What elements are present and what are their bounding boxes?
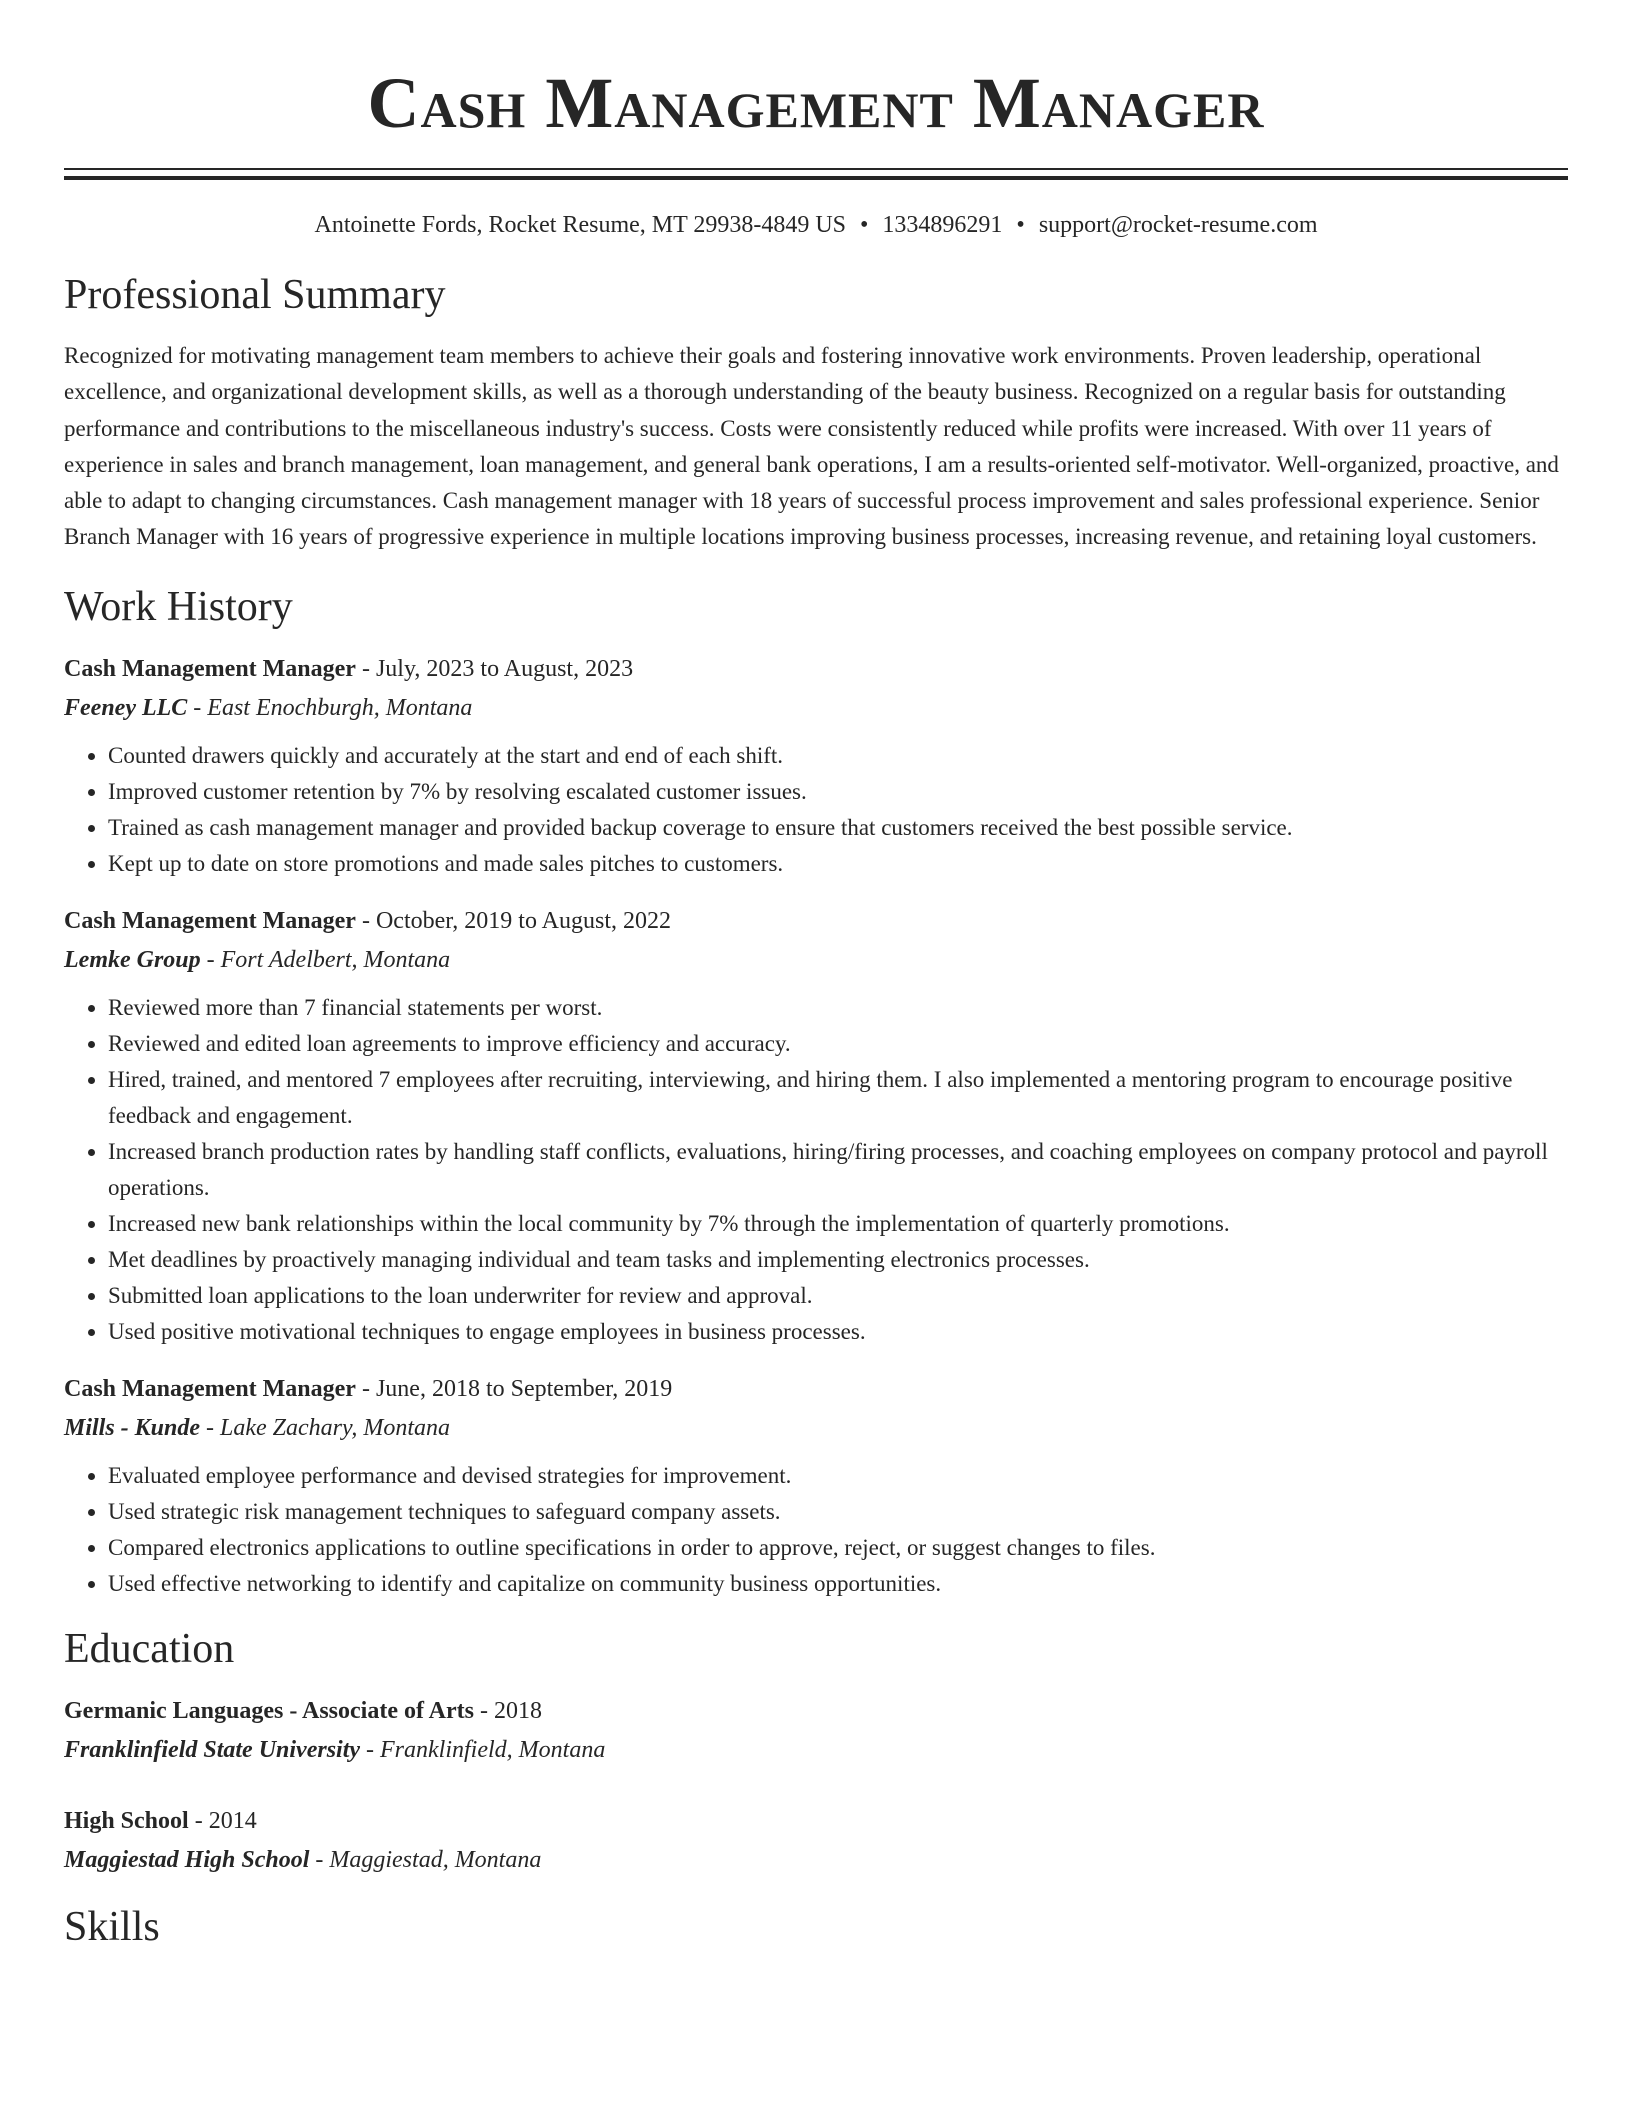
contact-separator: • <box>860 212 869 238</box>
job-title: Cash Management Manager <box>64 907 356 934</box>
duty-item: • Hired, trained, and mentored 7 employees after recruiting, interviewing, and hiring them. I also implemented a mentoring program to encourage positive feedback and engagement. <box>108 1062 1568 1134</box>
duty-item: • Improved customer retention by 7% by resolving escalated customer issues. <box>108 774 1568 810</box>
education-entry <box>64 1692 1568 1770</box>
education-location: - Maggiestad, Montana <box>309 1846 542 1873</box>
contact-line <box>64 210 1568 240</box>
job-title: Cash Management Manager <box>64 655 356 682</box>
summary-heading: Professional Summary <box>64 272 446 318</box>
duty-item: • Compared electronics applications to outline specifications in order to approve, reject, or suggest changes to files. <box>108 1530 1568 1566</box>
resume-page <box>64 0 1568 1952</box>
contact-email: support@rocket-resume.com <box>1038 212 1318 238</box>
duty-item: • Increased new bank relationships within the local community by 7% through the implementation of quarterly promotions. <box>108 1206 1568 1242</box>
education-year: - 2018 <box>473 1697 542 1724</box>
job-header <box>64 902 1568 940</box>
education-year: - 2014 <box>188 1807 257 1834</box>
job-header <box>64 1370 1568 1408</box>
duty-item: • Counted drawers quickly and accurately at the start and end of each shift. <box>108 738 1568 774</box>
job-employer <box>64 1408 1568 1448</box>
job-header <box>64 650 1568 688</box>
job-entry <box>64 1370 1568 1602</box>
duty-item: • Used positive motivational techniques to engage employees in business processes. <box>108 1314 1568 1350</box>
duty-item: • Trained as cash management manager and provided backup coverage to ensure that customers received the best possible service. <box>108 810 1568 846</box>
job-company: Lemke Group <box>64 946 201 973</box>
job-location: - Fort Adelbert, Montana <box>200 946 451 973</box>
summary-text: Recognized for motivating management team members to achieve their goals and fostering innovative work environments. Proven leadership, operational excellence, and organizational development skills, as well as a thorough understanding of the beauty business. Recognized on a regular basis for outstanding performance and contributions to the miscellaneous industry's success. Costs were consistently reduced while profits were increased. With over 11 years of experience in sales and branch management, loan management, and general bank operations, I am a results-oriented self-motivator. Well-organized, proactive, and able to adapt to changing circumstances. Cash management manager with 18 years of successful process improvement and sales professional experience. Senior Branch Manager with 16 years of progressive experience in multiple locations improving business processes, increasing revenue, and retaining loyal customers. <box>64 343 1559 550</box>
duty-item: • Kept up to date on store promotions and made sales pitches to customers. <box>108 846 1568 882</box>
contact-separator: • <box>1016 212 1025 238</box>
duty-item: • Met deadlines by proactively managing individual and team tasks and implementing electronics processes. <box>108 1242 1568 1278</box>
job-location: - East Enochburgh, Montana <box>187 694 473 721</box>
duty-item: • Submitted loan applications to the loan underwriter for review and approval. <box>108 1278 1568 1314</box>
education-degree: Germanic Languages - Associate of Arts <box>64 1697 474 1724</box>
job-dates: - July, 2023 to August, 2023 <box>355 655 634 682</box>
contact-address: Antoinette Fords, Rocket Resume, MT 29938-4849 US <box>314 212 847 238</box>
title-divider <box>64 168 1568 180</box>
duty-item: • Reviewed more than 7 financial statements per worst. <box>108 990 1568 1026</box>
contact-phone: 1334896291 <box>882 212 1003 238</box>
job-duties <box>64 1458 1568 1602</box>
education-degree: High School <box>64 1807 189 1834</box>
job-employer <box>64 688 1568 728</box>
job-entry <box>64 650 1568 882</box>
skills-heading: Skills <box>64 1903 160 1950</box>
duty-item: • Increased branch production rates by handling staff conflicts, evaluations, hiring/firing processes, and coaching employees on company protocol and payroll operations. <box>108 1134 1568 1206</box>
education-school-line <box>64 1730 1568 1770</box>
job-duties <box>64 990 1568 1350</box>
resume-title: Cash Management Manager <box>367 63 1265 143</box>
job-company: Feeney LLC <box>64 694 188 721</box>
education-school: Maggiestad High School <box>64 1846 310 1873</box>
education-entry <box>64 1802 1568 1880</box>
job-duties <box>64 738 1568 882</box>
duty-item: • Used effective networking to identify and capitalize on community business opportunities. <box>108 1566 1568 1602</box>
education-heading: Education <box>64 1625 235 1672</box>
education-header <box>64 1692 1568 1730</box>
education-header <box>64 1802 1568 1840</box>
education-school: Franklinfield State University <box>64 1736 361 1763</box>
job-dates: - October, 2019 to August, 2022 <box>355 907 671 934</box>
job-entry <box>64 902 1568 1350</box>
job-location: - Lake Zachary, Montana <box>200 1414 451 1441</box>
duty-item: • Evaluated employee performance and devised strategies for improvement. <box>108 1458 1568 1494</box>
job-employer <box>64 940 1568 980</box>
job-dates: - June, 2018 to September, 2019 <box>355 1375 673 1402</box>
duty-item: • Used strategic risk management techniques to safeguard company assets. <box>108 1494 1568 1530</box>
duty-item: • Reviewed and edited loan agreements to improve efficiency and accuracy. <box>108 1026 1568 1062</box>
job-title: Cash Management Manager <box>64 1375 356 1402</box>
work-history-heading: Work History <box>64 583 293 630</box>
education-location: - Franklinfield, Montana <box>360 1736 606 1763</box>
education-school-line <box>64 1840 1568 1880</box>
job-company: Mills - Kunde <box>64 1414 201 1441</box>
